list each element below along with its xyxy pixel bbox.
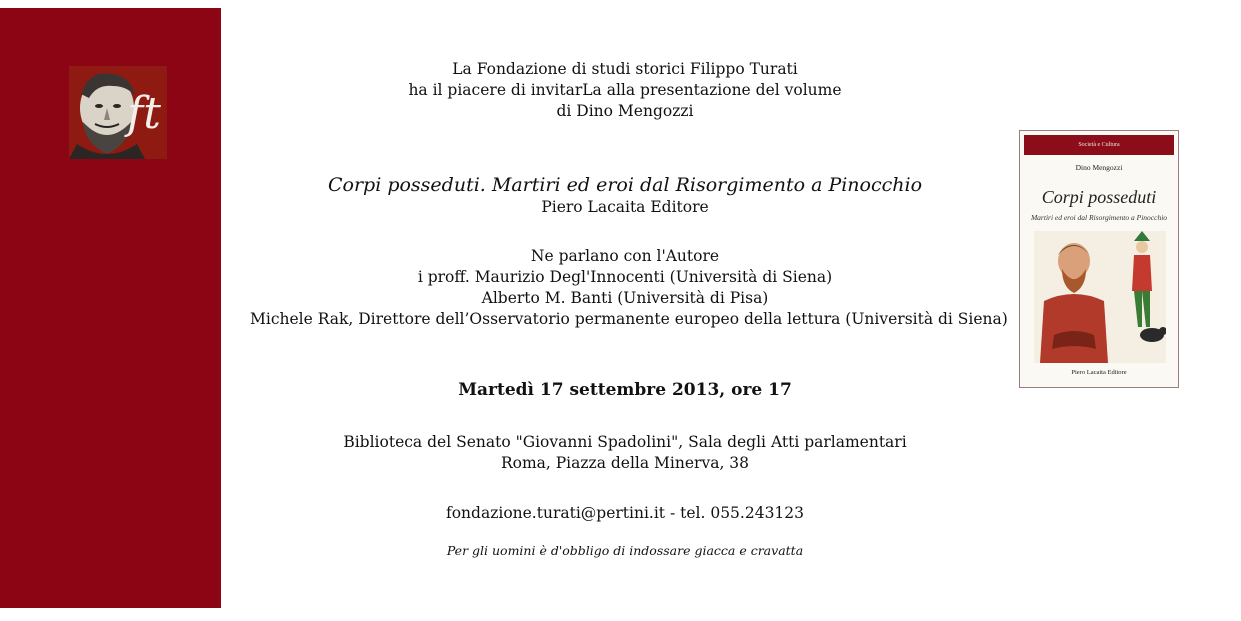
dress-code-note: Per gli uomini è d'obbligo di indossare giacca e cravatta: [446, 543, 804, 558]
publisher: Piero Lacaita Editore: [541, 198, 709, 216]
intro-line: ha il piacere di invitarLa alla presentazione del volume: [408, 81, 842, 99]
foundation-logo: [69, 66, 167, 159]
contact-info[interactable]: fondazione.turati@pertini.it - tel. 055.243123: [445, 504, 805, 522]
speakers-line: Ne parlano con l'Autore: [530, 247, 720, 265]
logo-monogram: ft: [127, 88, 161, 139]
speakers-line: i proff. Maurizio Degl'Innocenti (Università di Siena): [417, 268, 833, 286]
sidebar-band: [0, 8, 221, 608]
intro-line: di Dino Mengozzi: [556, 102, 694, 120]
venue-line: Biblioteca del Senato "Giovanni Spadolini", Sala degli Atti parlamentari: [343, 433, 907, 451]
cover-publisher: Piero Lacaita Editore: [1071, 369, 1127, 376]
intro-line: La Fondazione di studi storici Filippo Turati: [452, 60, 798, 78]
cover-subtitle: Martiri ed eroi dal Risorgimento a Pinocchio: [1030, 213, 1168, 222]
cover-title: Corpi posseduti: [1041, 187, 1157, 207]
cover-illustration-icon: [1034, 231, 1166, 363]
book-title: Corpi posseduti. Martiri ed eroi dal Risorgimento a Pinocchio: [327, 174, 923, 196]
intro-block: [250, 59, 1000, 122]
event-date: Martedì 17 settembre 2013, ore 17: [458, 380, 792, 400]
portrait-icon: [69, 66, 167, 159]
venue-line: Roma, Piazza della Minerva, 38: [500, 454, 750, 472]
book-title-block: [250, 173, 1000, 218]
speakers-block: [250, 246, 1008, 330]
cover-author: Dino Mengozzi: [1075, 163, 1123, 172]
speakers-line: Michele Rak, Direttore dell’Osservatorio permanente europeo della lettura (Università di Siena): [250, 310, 1008, 328]
speakers-line: Alberto M. Banti (Università di Pisa): [481, 289, 769, 307]
cover-series: Società e Cultura: [1024, 135, 1174, 155]
book-cover: [1019, 130, 1179, 388]
venue-block: [250, 432, 1000, 474]
